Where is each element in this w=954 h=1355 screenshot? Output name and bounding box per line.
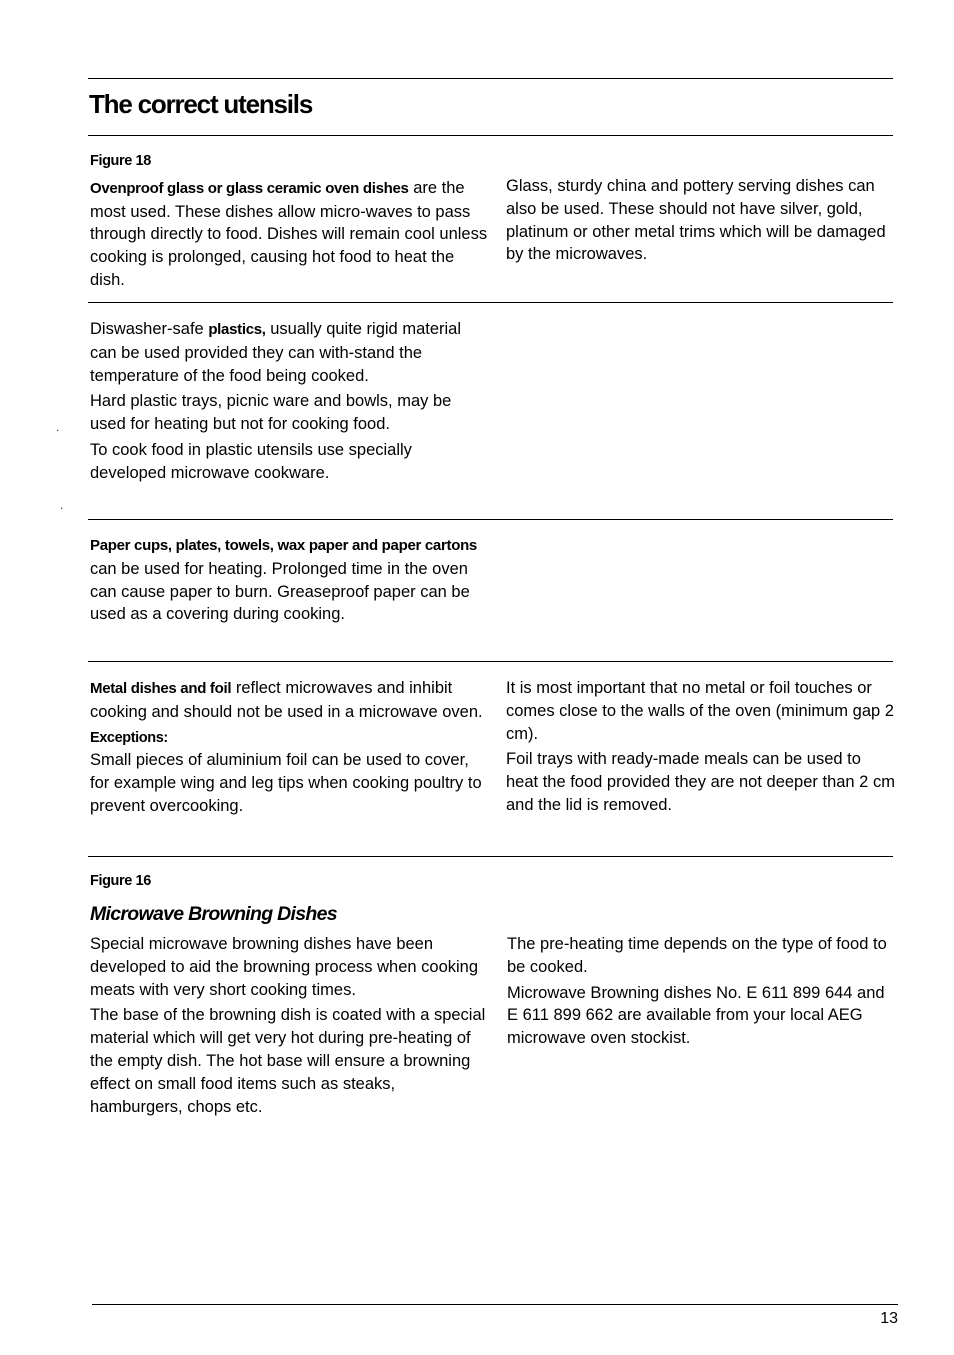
figure-label: Figure 18 <box>90 153 151 169</box>
section-rule <box>88 856 893 857</box>
plastics-pre: Diswasher-safe <box>90 320 204 338</box>
title-rule <box>88 135 893 136</box>
plastics-paragraph-2: Hard plastic trays, picnic ware and bowls, may be used for heating but not for cooking food. <box>90 392 452 434</box>
browning-left-column <box>90 933 488 1121</box>
scan-speck: . <box>56 420 60 434</box>
glass-right-text: Glass, sturdy china and pottery serving dishes can also be used. These should not have silver, gold, platinum or other metal trims which will be damaged by the microwaves. <box>506 177 886 264</box>
browning-heading: Microwave Browning Dishes <box>90 903 337 925</box>
metal-paragraph <box>90 677 485 724</box>
plastics-paragraph <box>90 318 482 387</box>
metal-right-paragraph-1: It is most important that no metal or foil touches or comes close to the walls of the oven (minimum gap 2 cm). <box>506 679 894 743</box>
glass-right-column <box>506 175 901 269</box>
scan-speck: . <box>60 498 64 512</box>
plastics-paragraph-3: To cook food in plastic utensils use specially developed microwave cookware. <box>90 440 412 482</box>
section-rule <box>88 519 893 520</box>
glass-lead: Ovenproof glass or glass ceramic oven dishes <box>90 179 409 197</box>
plastics-lead: plastics, <box>208 321 266 338</box>
footer-rule <box>92 1304 898 1305</box>
glass-left-column <box>90 150 490 295</box>
glass-text: are the most used. These dishes allow micro-waves to pass through directly to food. Dishes will remain cool unless cooking is prolonged, causing hot food to heat the dish. <box>90 178 488 289</box>
exceptions-label: Exceptions: <box>90 729 168 746</box>
plastics-text: usually quite rigid material can be used provided they can with-stand the temperature of the food being cooked. <box>90 320 462 385</box>
paper-paragraph <box>90 534 485 626</box>
browning-left-paragraph-2: The base of the browning dish is coated with a special material which will get very hot during pre-heating of the empty dish. The hot base will ensure a browning effect on small food items such as steaks, hamburgers, chops etc. <box>90 1006 486 1116</box>
page-title: The correct utensils <box>89 89 313 119</box>
section-rule <box>88 661 893 662</box>
metal-left-column <box>90 677 485 821</box>
section-rule <box>88 302 893 303</box>
browning-right-paragraph-2: Microwave Browning dishes No. E 611 899 644 and E 611 899 662 are available from your local AEG microwave oven stockist. <box>507 983 885 1048</box>
paper-column <box>90 534 485 629</box>
plastics-column <box>90 318 482 488</box>
metal-right-paragraph-2: Foil trays with ready-made meals can be used to heat the food provided they are not deeper than 2 cm and the lid is removed. <box>506 750 895 814</box>
browning-left-paragraph-1: Special microwave browning dishes have been developed to aid the browning process when cooking meats with very short cooking times. <box>90 935 479 999</box>
browning-right-column <box>507 933 897 1053</box>
glass-paragraph <box>90 177 490 292</box>
paper-text: can be used for heating. Prolonged time in the oven can cause paper to burn. Greaseproof paper can be used as a covering during cooking. <box>90 559 470 624</box>
top-rule <box>88 78 893 79</box>
browning-right-paragraph-1: The pre-heating time depends on the type of food to be cooked. <box>507 935 887 976</box>
page-number: 13 <box>880 1310 898 1327</box>
metal-right-column <box>506 677 896 820</box>
paper-lead: Paper cups, plates, towels, wax paper and paper cartons <box>90 537 477 554</box>
exceptions-text: Small pieces of aluminium foil can be used to cover, for example wing and leg tips when cooking poultry to prevent overcooking. <box>90 751 482 815</box>
metal-lead: Metal dishes and foil <box>90 680 232 697</box>
figure-label: Figure 16 <box>90 873 151 889</box>
metal-text: reflect microwaves and inhibit cooking and should not be used in a microwave oven. <box>90 679 483 721</box>
